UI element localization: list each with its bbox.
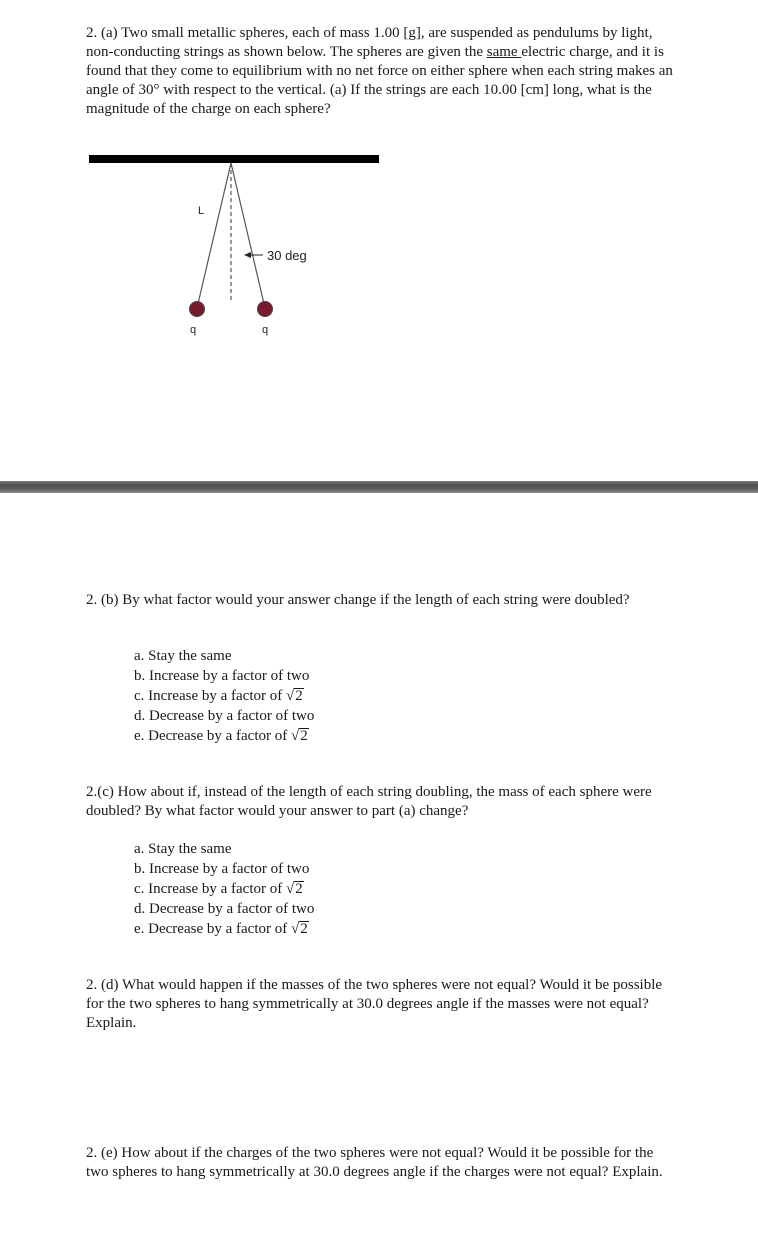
square-root-symbol: √2 bbox=[291, 921, 308, 937]
part-a-emphasis: same bbox=[486, 44, 522, 60]
answer-option-text: e. Decrease by a factor of bbox=[134, 728, 291, 744]
answer-option-text: c. Increase by a factor of bbox=[134, 881, 286, 897]
answer-option-text: e. Decrease by a factor of bbox=[134, 921, 291, 937]
radicand: 2 bbox=[295, 688, 303, 704]
answer-option bbox=[134, 859, 314, 879]
part-e-question: 2. (e) How about if the charges of the two spheres were not equal? Would it be possible for the two spheres to hang symmetrically at 30.0 degrees angle if the charges were not equal? Explain. bbox=[86, 1145, 663, 1180]
part-a-text-before: 2. (a) Two small metallic spheres, each of mass 1.00 [g], are suspended as pendulums by light, non-conducting strings as shown below. The spheres are given the bbox=[86, 25, 653, 60]
square-root-symbol: √2 bbox=[291, 728, 308, 744]
answer-option bbox=[134, 879, 314, 899]
radicand: 2 bbox=[295, 881, 303, 897]
part-a-text-after: electric charge, and it is found that they come to equilibrium with no net force on either sphere when each string makes an angle of 30° with respect to the vertical. (a) If the strings are each 10.00 [cm] long, what is the magnitude of the charge on each sphere? bbox=[86, 44, 673, 117]
answer-option-text: a. Stay the same bbox=[134, 648, 232, 664]
square-root-symbol: √2 bbox=[286, 688, 303, 704]
answer-option-text: b. Increase by a factor of two bbox=[134, 668, 310, 684]
charge-label-right: q bbox=[261, 324, 269, 336]
square-root-symbol: √2 bbox=[286, 881, 303, 897]
answer-option bbox=[134, 666, 314, 686]
answer-option bbox=[134, 686, 314, 706]
answer-option-text: c. Increase by a factor of bbox=[134, 688, 286, 704]
string-left bbox=[197, 163, 231, 308]
radicand: 2 bbox=[300, 921, 308, 937]
angle-arrow-icon bbox=[244, 252, 251, 258]
ceiling-bar bbox=[89, 155, 379, 163]
answer-option bbox=[134, 646, 314, 666]
answer-option bbox=[134, 839, 314, 859]
section-divider bbox=[0, 481, 758, 493]
part-c-options bbox=[134, 839, 314, 939]
answer-option bbox=[134, 706, 314, 726]
length-label: L bbox=[197, 205, 205, 217]
string-right bbox=[231, 163, 265, 308]
sphere-right bbox=[258, 302, 273, 317]
answer-option-text: d. Decrease by a factor of two bbox=[134, 901, 315, 917]
radicand: 2 bbox=[300, 728, 308, 744]
answer-option-text: a. Stay the same bbox=[134, 841, 232, 857]
part-a-question bbox=[86, 24, 676, 119]
answer-option-text: b. Increase by a factor of two bbox=[134, 861, 310, 877]
answer-option-text: d. Decrease by a factor of two bbox=[134, 708, 315, 724]
part-b-question: 2. (b) By what factor would your answer change if the length of each string were doubled? bbox=[86, 592, 630, 608]
answer-option bbox=[134, 899, 314, 919]
answer-option bbox=[134, 919, 314, 939]
charge-label-left: q bbox=[189, 324, 197, 336]
sphere-left bbox=[190, 302, 205, 317]
pendulum-diagram bbox=[0, 150, 400, 350]
part-c-question: 2.(c) How about if, instead of the length of each string doubling, the mass of each sphere were doubled? By what factor would your answer to part (a) change? bbox=[86, 784, 652, 819]
part-b-options bbox=[134, 646, 314, 746]
part-d-question: 2. (d) What would happen if the masses of the two spheres were not equal? Would it be possible for the two spheres to hang symmetrically at 30.0 degrees angle if the masses were not equal? Explain. bbox=[86, 977, 663, 1031]
angle-label: 30 deg bbox=[267, 248, 307, 263]
answer-option bbox=[134, 726, 314, 746]
